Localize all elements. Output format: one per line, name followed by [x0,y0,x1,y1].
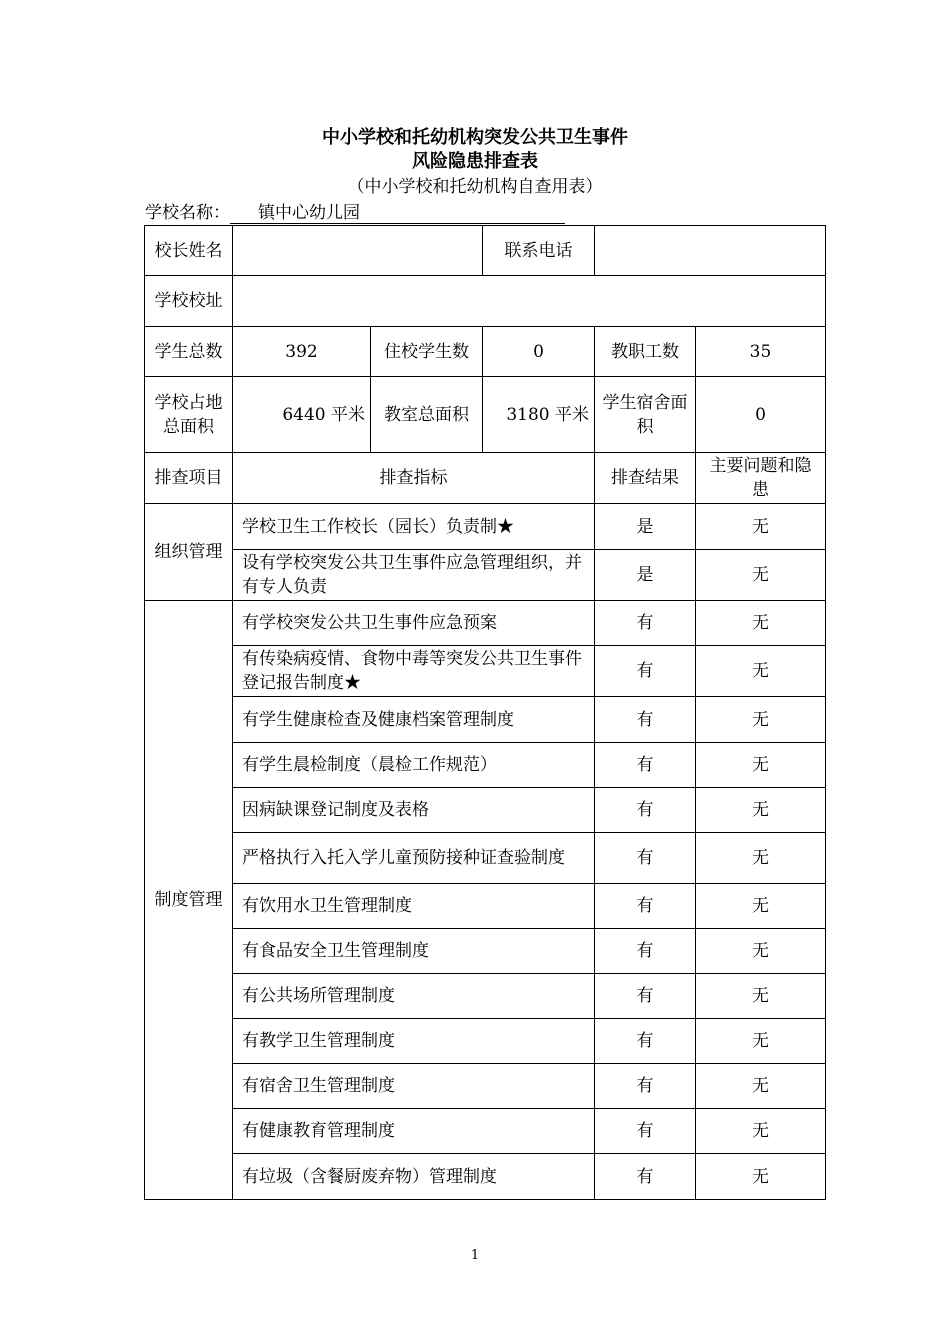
indicator-cell: 有公共场所管理制度 [233,974,595,1019]
table-row [145,929,826,974]
info-row-counts [145,327,826,377]
indicator-cell: 有学校突发公共卫生事件应急预案 [233,601,595,646]
issues-cell: 无 [696,504,826,550]
indicator-cell: 有教学卫生管理制度 [233,1019,595,1064]
indicator-cell: 学校卫生工作校长（园长）负责制★ [233,504,595,550]
table-row [145,974,826,1019]
issues-cell: 无 [696,697,826,743]
document-title: 中小学校和托幼机构突发公共卫生事件 [322,127,628,148]
page-number: 1 [470,1248,480,1263]
table-row [145,550,826,601]
result-cell: 有 [595,788,696,833]
issues-cell: 无 [696,743,826,788]
inspection-table [144,225,826,1200]
table-row [145,646,826,697]
result-cell: 有 [595,743,696,788]
result-cell: 有 [595,1064,696,1109]
indicator-cell: 有健康教育管理制度 [233,1109,595,1154]
header-row [145,453,826,504]
issues-cell: 无 [696,884,826,929]
result-cell: 有 [595,697,696,743]
info-row-principal [145,226,826,276]
document-title-line2: 风险隐患排查表 [412,151,538,172]
table-row [145,1064,826,1109]
issues-cell: 无 [696,1064,826,1109]
info-row-address [145,276,826,327]
students-value: 392 [233,327,371,377]
table-row [145,884,826,929]
indicator-cell: 有食品安全卫生管理制度 [233,929,595,974]
issues-cell: 无 [696,1154,826,1200]
indicator-cell: 有学生健康检查及健康档案管理制度 [233,697,595,743]
indicator-cell: 有饮用水卫生管理制度 [233,884,595,929]
result-cell: 有 [595,1019,696,1064]
dorm-area-value: 0 [696,377,826,453]
issues-cell: 无 [696,550,826,601]
dorm-area-label: 学生宿舍面积 [595,377,696,453]
table-row [145,601,826,646]
indicator-cell: 有学生晨检制度（晨检工作规范） [233,743,595,788]
issues-cell: 无 [696,833,826,884]
classroom-area-value: 3180 平米 [483,377,595,453]
indicator-cell: 有垃圾（含餐厨废弃物）管理制度 [233,1154,595,1200]
issues-cell: 无 [696,1019,826,1064]
result-cell: 有 [595,646,696,697]
table-row [145,788,826,833]
result-cell: 有 [595,884,696,929]
indicator-cell: 有宿舍卫生管理制度 [233,1064,595,1109]
indicator-cell: 设有学校突发公共卫生事件应急管理组织，并有专人负责 [233,550,595,601]
header-indicator: 排查指标 [233,453,595,504]
result-cell: 有 [595,929,696,974]
boarding-label: 住校学生数 [371,327,483,377]
school-name-line [145,201,565,225]
issues-cell: 无 [696,788,826,833]
staff-value: 35 [696,327,826,377]
issues-cell: 无 [696,974,826,1019]
result-cell: 是 [595,550,696,601]
principal-value [233,226,483,276]
issues-cell: 无 [696,601,826,646]
table-row [145,1154,826,1200]
staff-label: 教职工数 [595,327,696,377]
phone-value [595,226,826,276]
issues-cell: 无 [696,1109,826,1154]
classroom-area-label: 教室总面积 [371,377,483,453]
phone-label: 联系电话 [483,226,595,276]
header-result: 排查结果 [595,453,696,504]
land-area-label: 学校占地总面积 [145,377,233,453]
result-cell: 有 [595,1109,696,1154]
issues-cell: 无 [696,929,826,974]
address-value [233,276,826,327]
school-name-label: 学校名称： [145,203,230,223]
students-label: 学生总数 [145,327,233,377]
group-name: 组织管理 [145,504,233,601]
issues-cell: 无 [696,646,826,697]
result-cell: 有 [595,974,696,1019]
table-row [145,1109,826,1154]
info-row-areas [145,377,826,453]
school-name-value: 镇中心幼儿园 [230,203,565,224]
group-name: 制度管理 [145,601,233,1200]
document-subtitle: （中小学校和托幼机构自查用表） [347,177,603,197]
table-row [145,1019,826,1064]
result-cell: 有 [595,1154,696,1200]
header-item: 排查项目 [145,453,233,504]
principal-label: 校长姓名 [145,226,233,276]
table-row [145,743,826,788]
indicator-cell: 有传染病疫情、食物中毒等突发公共卫生事件登记报告制度★ [233,646,595,697]
table-row [145,504,826,550]
address-label: 学校校址 [145,276,233,327]
table-row [145,833,826,884]
result-cell: 有 [595,833,696,884]
indicator-cell: 严格执行入托入学儿童预防接种证查验制度 [233,833,595,884]
result-cell: 有 [595,601,696,646]
header-issues: 主要问题和隐患 [696,453,826,504]
indicator-cell: 因病缺课登记制度及表格 [233,788,595,833]
boarding-value: 0 [483,327,595,377]
table-row [145,697,826,743]
result-cell: 是 [595,504,696,550]
land-area-value: 6440 平米 [233,377,371,453]
